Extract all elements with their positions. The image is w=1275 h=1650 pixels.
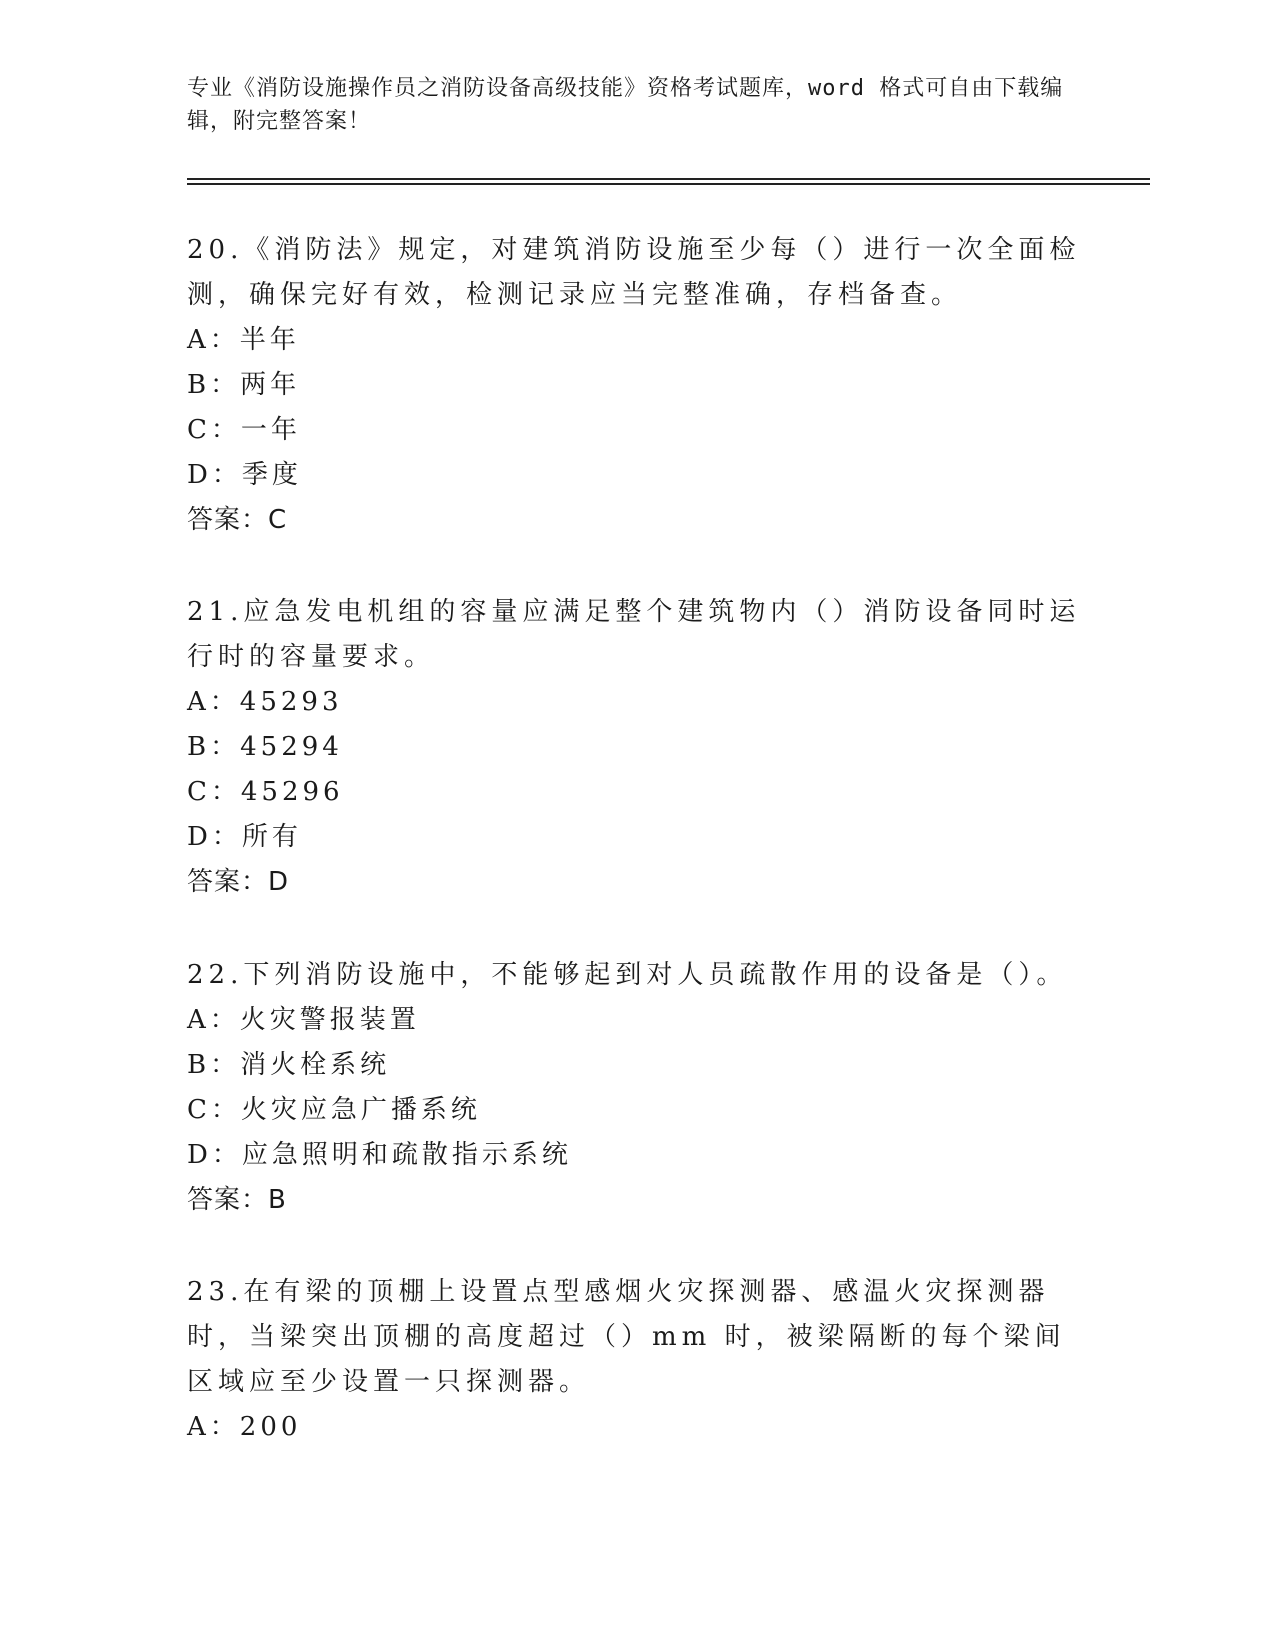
option-a: A：火灾警报装置 xyxy=(187,1005,420,1035)
option-c: C：一年 xyxy=(187,415,301,445)
option-b: B：消火栓系统 xyxy=(187,1050,391,1080)
header-rule-top xyxy=(187,178,1150,180)
option-b: B：45294 xyxy=(187,732,343,762)
document-header: 专业《消防设施操作员之消防设备高级技能》资格考试题库，word 格式可自由下载编辑，附完整答案！ xyxy=(187,76,1064,134)
question-text: 20.《消防法》规定，对建筑消防设施至少每（）进行一次全面检测，确保完好有效，检测记录应当完整准确，存档备查。 xyxy=(187,235,1081,310)
header-rule-bottom xyxy=(187,183,1150,185)
option-c: C：火灾应急广播系统 xyxy=(187,1095,481,1125)
option-d: D：季度 xyxy=(187,460,302,490)
option-a: A：半年 xyxy=(187,325,300,355)
question-22 xyxy=(187,953,1087,1223)
option-a: A：200 xyxy=(187,1412,302,1442)
option-a: A：45293 xyxy=(187,687,343,717)
option-b: B：两年 xyxy=(187,370,301,400)
question-20 xyxy=(187,228,1087,543)
question-text: 23.在有梁的顶棚上设置点型感烟火灾探测器、感温火灾探测器时，当梁突出顶棚的高度超过（）mm 时，被梁隔断的每个梁间区域应至少设置一只探测器。 xyxy=(187,1277,1066,1397)
question-23 xyxy=(187,1270,1087,1450)
option-d: D：所有 xyxy=(187,822,302,852)
answer: 答案：C xyxy=(187,505,288,535)
question-text: 21.应急发电机组的容量应满足整个建筑物内（）消防设备同时运行时的容量要求。 xyxy=(187,597,1081,672)
option-d: D：应急照明和疏散指示系统 xyxy=(187,1140,572,1170)
question-21 xyxy=(187,590,1087,905)
answer: 答案：D xyxy=(187,867,290,897)
option-c: C：45296 xyxy=(187,777,344,807)
question-text: 22.下列消防设施中，不能够起到对人员疏散作用的设备是（）。 xyxy=(187,960,1068,990)
answer: 答案：B xyxy=(187,1185,287,1215)
